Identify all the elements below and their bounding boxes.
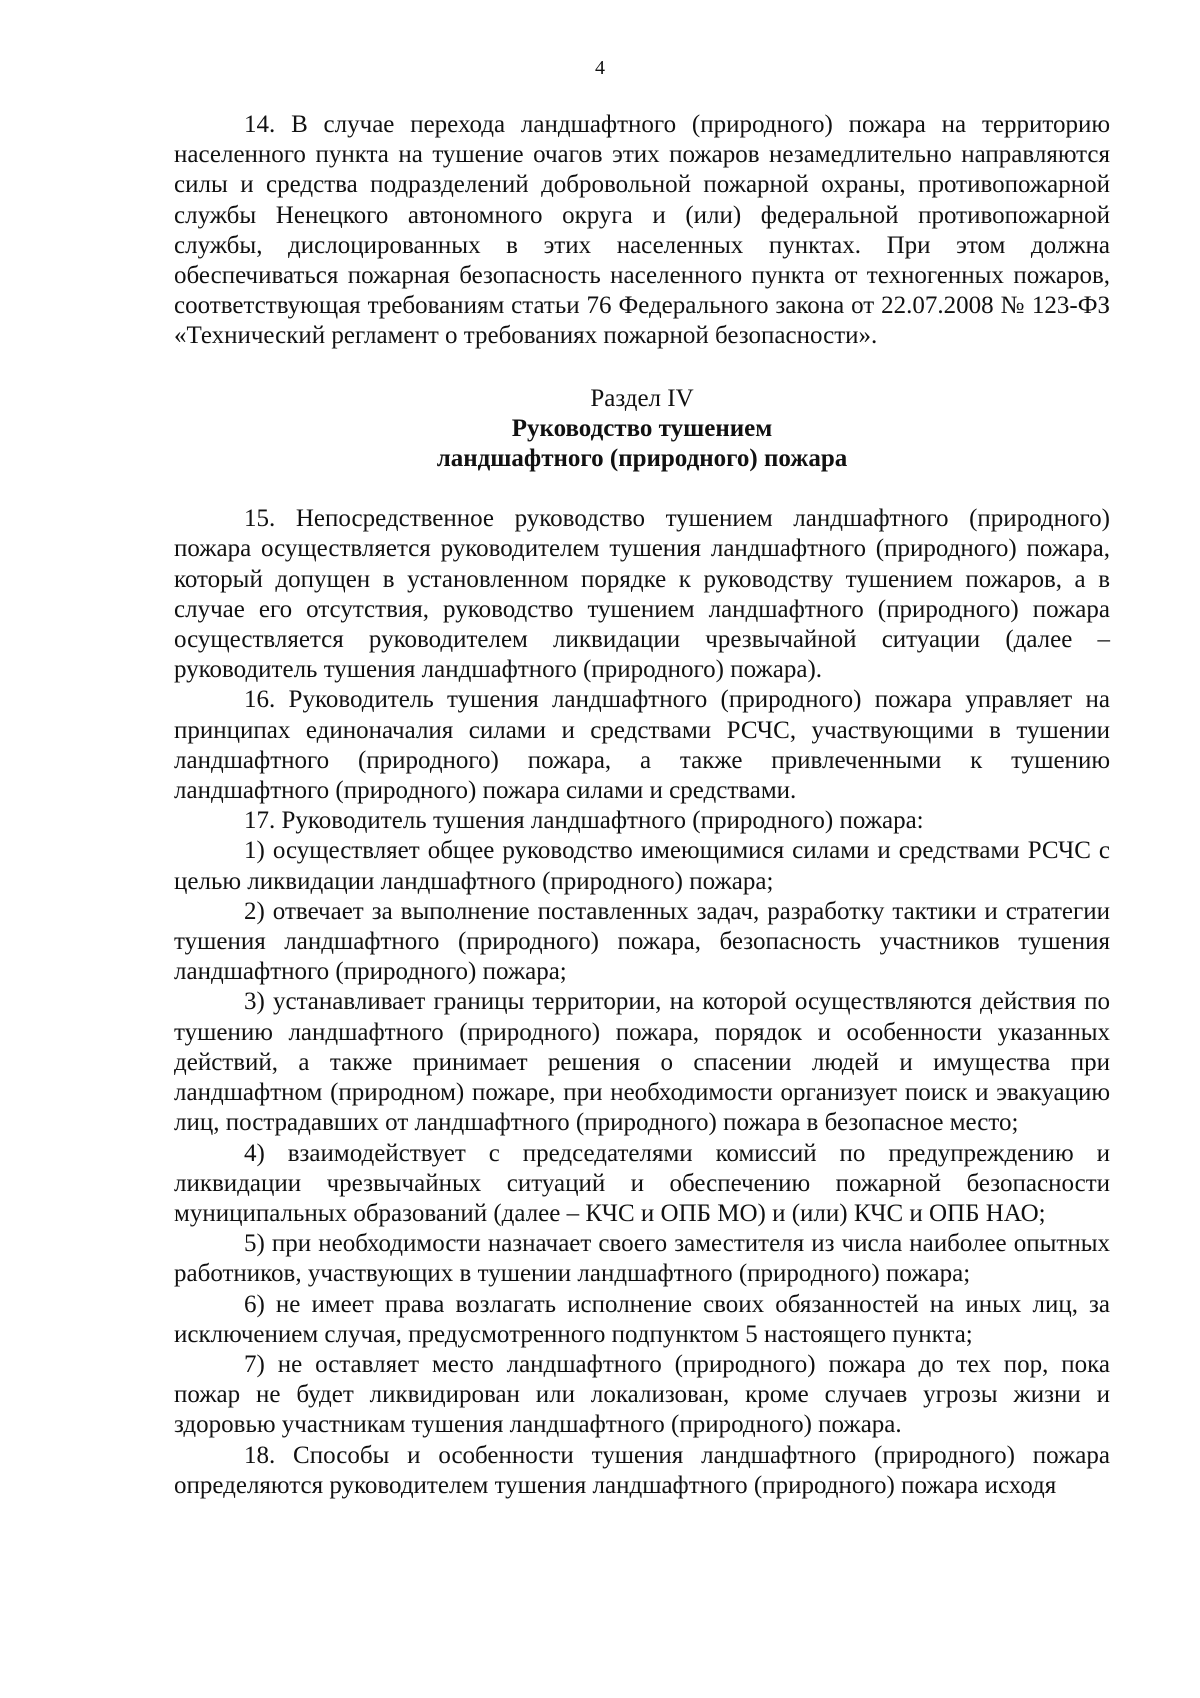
paragraph-16: 16. Руководитель тушения ландшафтного (природного) пожара управляет на принципах единоначалия силами и средствами РСЧС, участвующими в тушении ландшафтного (природного) пожара, а также привлеченными к тушению ландшафтного (природного) пожара силами и средствами.: [174, 686, 1110, 805]
list-item: 3) устанавливает границы территории, на которой осуществляются действия по тушению ландшафтного (природного) пожара, порядок и особенности указанных действий, а также принимает решения о спасении людей и имущества при ландшафтном (природном) пожаре, при необходимости организует поиск и эвакуацию лиц, пострадавших от ландшафтного (природного) пожара в безопасное место;: [174, 988, 1110, 1137]
list-item: 6) не имеет права возлагать исполнение своих обязанностей на иных лиц, за исключением случая, предусмотренного подпунктом 5 настоящего пункта;: [174, 1290, 1110, 1348]
list-item: 2) отвечает за выполнение поставленных задач, разработку тактики и стратегии тушения ландшафтного (природного) пожара, безопасность участников тушения ландшафтного (природного) пожара;: [174, 897, 1110, 986]
list-item: 4) взаимодействует с председателями комиссий по предупреждению и ликвидации чрезвычайных ситуаций и обеспечению пожарной безопасности муниципальных образований (далее – КЧС и ОПБ МО) и (или) КЧС и ОПБ НАО;: [174, 1139, 1110, 1227]
paragraph-17: 17. Руководитель тушения ландшафтного (природного) пожара:: [244, 807, 924, 835]
document-body: [174, 110, 1110, 1501]
section-label: Раздел IV: [590, 384, 694, 412]
paragraph-15: 15. Непосредственное руководство тушением ландшафтного (природного) пожара осуществляется руководителем тушения ландшафтного (природного) пожара, который допущен в установленном порядке к руководству тушением пожаров, а в случае его отсутствия, руководство тушением ландшафтного (природного) пожара осуществляется руководителем ликвидации чрезвычайной ситуации (далее – руководитель тушения ландшафтного (природного) пожара).: [174, 505, 1110, 684]
section-title-line-1: Руководство тушением: [511, 414, 773, 442]
paragraph-14: 14. В случае перехода ландшафтного (природного) пожара на территорию населенного пункта на тушение очагов этих пожаров незамедлительно направляются силы и средства подразделений добровольной пожарной охраны, противопожарной службы Ненецкого автономного округа и (или) федеральной противопожарной службы, дислоцированных в этих населенных пунктах. При этом должна обеспечиваться пожарная безопасность населенного пункта от техногенных пожаров, соответствующая требованиям статьи 76 Федерального закона от 22.07.2008 № 123-ФЗ «Технический регламент о требованиях пожарной безопасности».: [174, 111, 1110, 350]
list-item: 1) осуществляет общее руководство имеющимися силами и средствами РСЧС с целью ликвидации ландшафтного (природного) пожара;: [174, 837, 1110, 895]
spacer: [174, 474, 1110, 504]
spacer: [174, 352, 1110, 384]
page-number: 4: [595, 57, 605, 79]
section-title-line-2: ландшафтного (природного) пожара: [436, 445, 848, 473]
list-item: 5) при необходимости назначает своего заместителя из числа наиболее опытных работников, участвующих в тушении ландшафтного (природного) пожара;: [174, 1230, 1110, 1288]
paragraph-18: 18. Способы и особенности тушения ландшафтного (природного) пожара определяются руководителем тушения ландшафтного (природного) пожара исходя: [174, 1441, 1110, 1499]
list-item: 7) не оставляет место ландшафтного (природного) пожара до тех пор, пока пожар не будет ликвидирован или локализован, кроме случаев угрозы жизни и здоровью участникам тушения ландшафтного (природного) пожара.: [174, 1350, 1110, 1439]
